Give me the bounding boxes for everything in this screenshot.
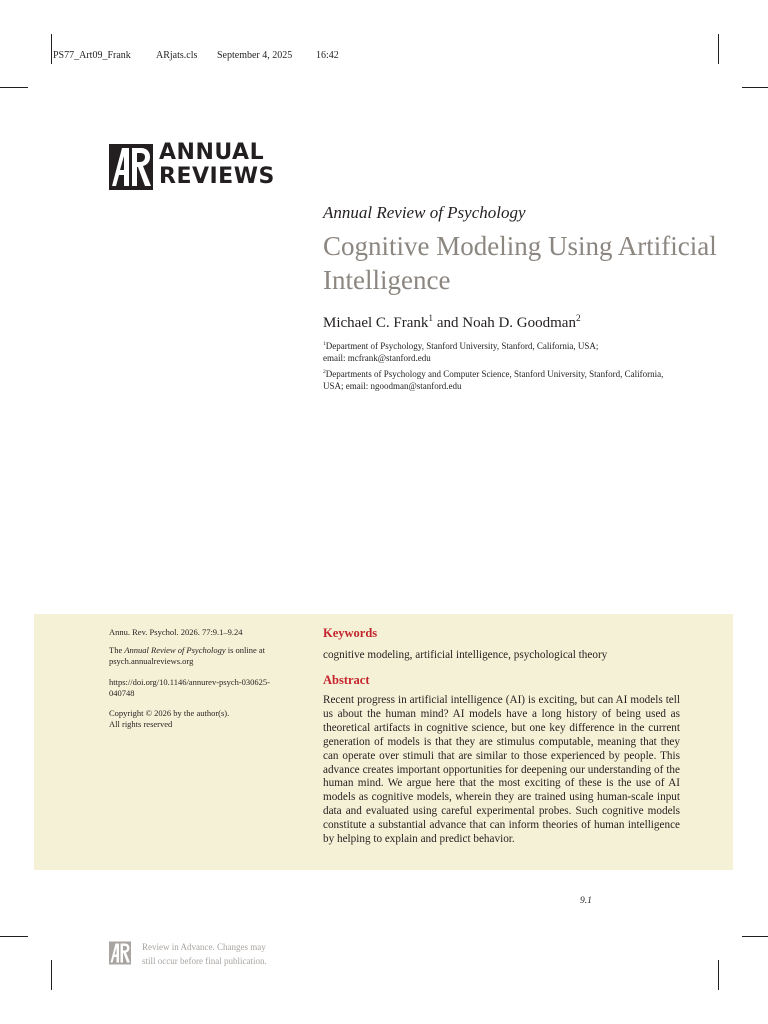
citation: Annu. Rev. Psychol. 2026. 77:9.1–9.24 bbox=[109, 627, 243, 637]
author-2: Noah D. Goodman bbox=[462, 315, 576, 331]
article-title: Cognitive Modeling Using Artificial Intelligence bbox=[323, 231, 717, 295]
running-header-time: 16:42 bbox=[316, 50, 339, 61]
keywords-text: cognitive modeling, artificial intelligence, psychological theory bbox=[323, 649, 608, 661]
author-line bbox=[323, 315, 581, 332]
online-availability: The Annual Review of Psychology is online at psych.annualreviews.org bbox=[109, 645, 299, 666]
author-1: Michael C. Frank bbox=[323, 315, 429, 331]
running-header-article-id: PS77_Art09_Frank bbox=[53, 50, 131, 61]
author-conjunction: and bbox=[433, 315, 463, 331]
affiliation-2-email[interactable]: USA; email: ngoodman@stanford.edu bbox=[323, 380, 462, 391]
journal-name: Annual Review of Psychology bbox=[323, 203, 526, 222]
abstract-text: Recent progress in artificial intelligence (AI) is exciting, but can AI models tell us about the human mind? AI models have a long history of being used as theoretical artifacts in cognitive science, but one key difference in the current generation of models is that they are stimulus computable, meaning that they can operate over stimuli that are similar to those experienced by people. This advance creates important opportunities for deepening our understanding of the human mind. We argue here that the most exciting of these is the use of AI models as cognitive models, wherein they are trained using human-scale input data and evaluated using careful experimental probes. Such cognitive models constitute a substantial advance that can inform theories of human intelligence by helping to explain and predict behavior. bbox=[323, 694, 680, 846]
ar-logo-mark-icon bbox=[109, 144, 153, 190]
review-in-advance-notice: Review in Advance. Changes may still occur before final publication. bbox=[142, 942, 267, 966]
crop-mark-top-right-v bbox=[718, 34, 719, 64]
ar-footer-mark-icon bbox=[109, 941, 131, 965]
keywords-heading: Keywords bbox=[323, 626, 378, 640]
affiliation-1-email[interactable]: email: mcfrank@stanford.edu bbox=[323, 352, 431, 363]
running-header-date: September 4, 2025 bbox=[217, 50, 293, 61]
crop-mark-bottom-right-v bbox=[718, 960, 719, 990]
citation-meta bbox=[109, 627, 299, 638]
crop-mark-bottom-right-h bbox=[742, 936, 768, 937]
running-header-class-file: ARjats.cls bbox=[156, 50, 198, 61]
annual-reviews-logo bbox=[109, 140, 279, 191]
affiliation-1: $^1$Department of Psychology, Stanford University, Stanford, California, USA; email: mcfrank@stanford.edu bbox=[323, 341, 599, 363]
crop-mark-top-right-h bbox=[742, 87, 768, 88]
crop-mark-top-left-h bbox=[0, 87, 28, 88]
author-2-affiliation-mark: 2 bbox=[575, 314, 581, 324]
page-number: 9.1 bbox=[580, 896, 592, 906]
copyright-notice: Copyright © 2026 by the author(s). All rights reserved bbox=[109, 708, 230, 729]
author-1-affiliation-mark: 1 bbox=[428, 314, 434, 324]
crop-mark-bottom-left-h bbox=[0, 936, 28, 937]
crop-mark-top-left-v bbox=[51, 34, 52, 64]
abstract-heading: Abstract bbox=[323, 673, 370, 687]
journal-url-link[interactable]: psych.annualreviews.org bbox=[109, 655, 194, 666]
logo-wordmark: ANNUAL REVIEWS bbox=[159, 140, 275, 189]
doi-link[interactable]: https://doi.org/10.1146/annurev-psych-030625- 040748 bbox=[109, 677, 271, 698]
affiliation-2: $^2$Departments of Psychology and Computer Science, Stanford University, Stanford, California, USA; email: ngoodman@stanford.edu bbox=[323, 369, 664, 391]
crop-mark-bottom-left-v bbox=[51, 960, 52, 990]
